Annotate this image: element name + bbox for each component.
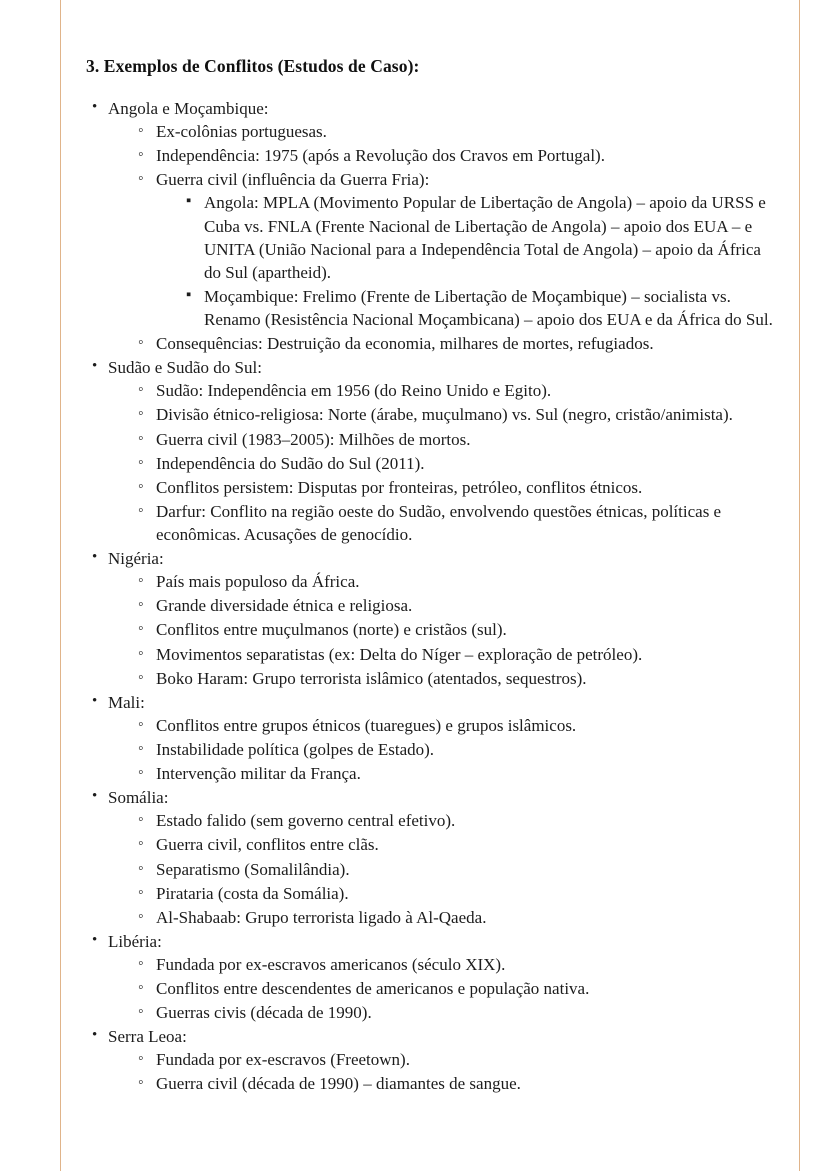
list-item-label: ▪ Angola: MPLA (Movimento Popular de Libertação de Angola) – apoio da URSS e Cuba vs. FNLA (Frente Nacional de Libertação de Angola) – apoio dos EUA – e UNITA (União Nacional para a Independência Total de Angola) – apoio da África do Sul (apartheid). [204,191,776,283]
outline-sublist [134,809,776,929]
list-item-label: • Serra Leoa: [108,1025,776,1048]
list-item-label: • Libéria: [108,930,776,953]
list-item [134,379,776,402]
list-item-label: ◦ Independência do Sudão do Sul (2011). [156,452,776,475]
list-item [134,500,776,546]
list-item-label: ◦ Guerra civil (década de 1990) – diamantes de sangue. [156,1072,776,1095]
list-item [134,428,776,451]
list-item-label: ◦ Divisão étnico-religiosa: Norte (árabe, muçulmano) vs. Sul (negro, cristão/animista). [156,403,776,426]
list-item-label: ◦ Conflitos persistem: Disputas por fronteiras, petróleo, conflitos étnicos. [156,476,776,499]
list-item [86,1025,776,1095]
list-item-label: ◦ Conflitos entre descendentes de americanos e população nativa. [156,977,776,1000]
list-item [134,906,776,929]
list-item [134,882,776,905]
list-item [86,97,776,355]
list-item-label: ◦ Grande diversidade étnica e religiosa. [156,594,776,617]
list-item-label: • Sudão e Sudão do Sul: [108,356,776,379]
list-item-label: • Angola e Moçambique: [108,97,776,120]
list-item [134,738,776,761]
list-item-label: ◦ Guerra civil (1983–2005): Milhões de mortos. [156,428,776,451]
list-item [134,977,776,1000]
list-item [182,285,776,331]
list-item [134,570,776,593]
outline-sublist [134,714,776,785]
list-item-label: ◦ Independência: 1975 (após a Revolução dos Cravos em Portugal). [156,144,776,167]
outline-sublist [182,191,776,331]
list-item-label: ▪ Moçambique: Frelimo (Frente de Libertação de Moçambique) – socialista vs. Renamo (Resistência Nacional Moçambicana) – apoio dos EUA e da África do Sul. [204,285,776,331]
list-item-label: ◦ Darfur: Conflito na região oeste do Sudão, envolvendo questões étnicas, políticas e econômicas. Acusações de genocídio. [156,500,776,546]
list-item [86,356,776,546]
list-item [134,1001,776,1024]
list-item-label: ◦ Pirataria (costa da Somália). [156,882,776,905]
list-item [86,786,776,929]
list-item [134,762,776,785]
list-item [134,809,776,832]
document-content [86,56,776,1097]
list-item-label: ◦ País mais populoso da África. [156,570,776,593]
list-item-label: ◦ Intervenção militar da França. [156,762,776,785]
list-item [134,618,776,641]
list-item-label: ◦ Consequências: Destruição da economia, milhares de mortes, refugiados. [156,332,776,355]
list-item-label: ◦ Separatismo (Somalilândia). [156,858,776,881]
list-item-label: ◦ Conflitos entre grupos étnicos (tuaregues) e grupos islâmicos. [156,714,776,737]
outline-sublist [134,120,776,355]
list-item-label: ◦ Ex-colônias portuguesas. [156,120,776,143]
list-item-label: ◦ Boko Haram: Grupo terrorista islâmico (atentados, sequestros). [156,667,776,690]
list-item-label: ◦ Fundada por ex-escravos (Freetown). [156,1048,776,1071]
list-item [134,594,776,617]
list-item [134,144,776,167]
list-item [134,476,776,499]
list-item-label: • Nigéria: [108,547,776,570]
list-item-label: • Somália: [108,786,776,809]
outline-sublist [134,570,776,690]
list-item-label: • Mali: [108,691,776,714]
list-item-label: ◦ Movimentos separatistas (ex: Delta do Níger – exploração de petróleo). [156,643,776,666]
outline-list [86,97,776,1096]
list-item-label: ◦ Sudão: Independência em 1956 (do Reino Unido e Egito). [156,379,776,402]
left-margin-rule [60,0,61,1171]
list-item-label: ◦ Al-Shabaab: Grupo terrorista ligado à Al-Qaeda. [156,906,776,929]
list-item [134,1072,776,1095]
list-item [134,833,776,856]
list-item-label: ◦ Estado falido (sem governo central efetivo). [156,809,776,832]
list-item-label: ◦ Instabilidade política (golpes de Estado). [156,738,776,761]
list-item [86,547,776,690]
list-item [134,403,776,426]
list-item [134,120,776,143]
list-item [134,168,776,331]
list-item [134,1048,776,1071]
outline-sublist [134,953,776,1024]
list-item [134,714,776,737]
page-title: 3. Exemplos de Conflitos (Estudos de Caso): [86,56,420,76]
list-item-label: ◦ Conflitos entre muçulmanos (norte) e cristãos (sul). [156,618,776,641]
list-item [134,643,776,666]
list-item [182,191,776,283]
outline-sublist [134,379,776,546]
list-item-label: ◦ Guerra civil (influência da Guerra Fria): [156,168,776,191]
list-item [134,953,776,976]
list-item [134,332,776,355]
list-item [134,858,776,881]
list-item-label: ◦ Fundada por ex-escravos americanos (século XIX). [156,953,776,976]
list-item [134,452,776,475]
outline-sublist [134,1048,776,1095]
list-item-label: ◦ Guerras civis (década de 1990). [156,1001,776,1024]
right-margin-rule [799,0,800,1171]
list-item [86,930,776,1024]
list-item-label: ◦ Guerra civil, conflitos entre clãs. [156,833,776,856]
list-item [134,667,776,690]
list-item [86,691,776,785]
